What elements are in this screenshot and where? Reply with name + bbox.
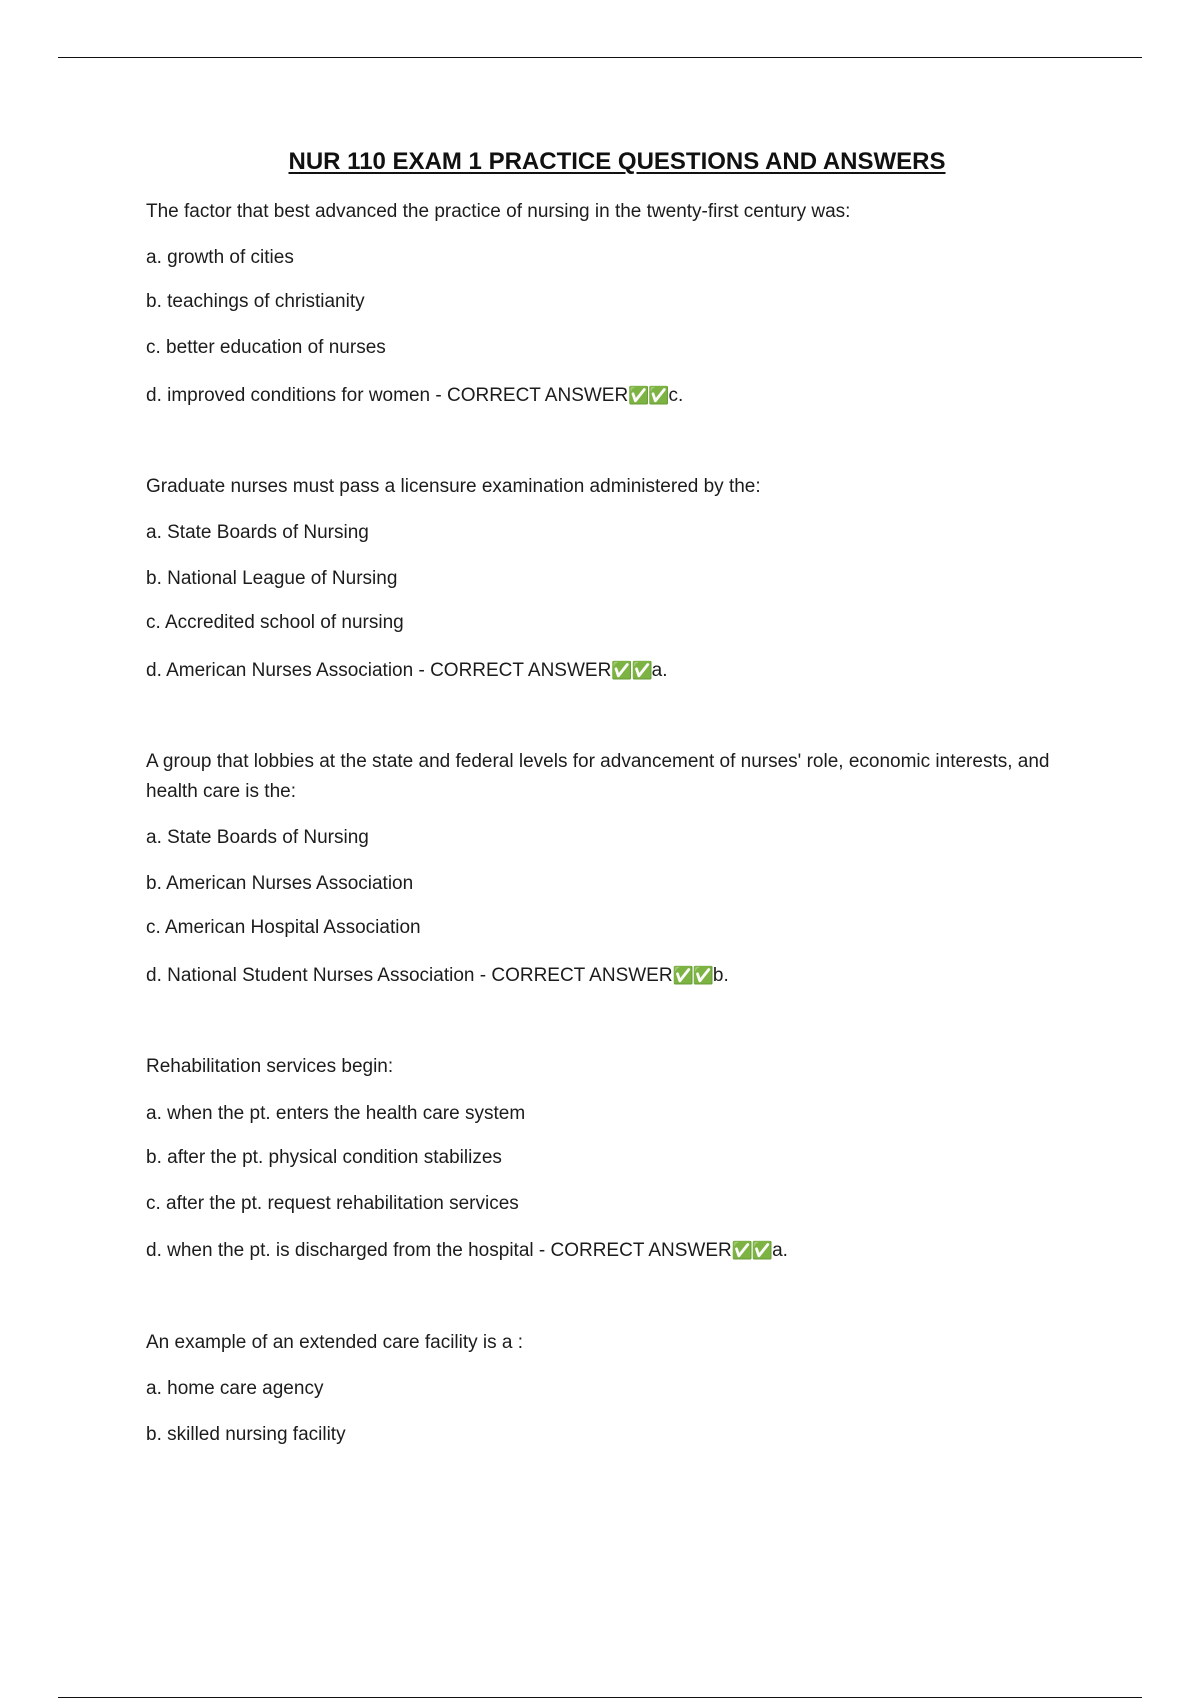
double-check-icon: ✅✅ bbox=[672, 966, 713, 986]
question-2-option-d bbox=[146, 656, 668, 686]
question-1-option-d bbox=[146, 381, 683, 411]
question-1-option-a: a. growth of cities bbox=[146, 247, 294, 268]
question-2-option-a: a. State Boards of Nursing bbox=[146, 522, 369, 543]
correct-answer: a. bbox=[772, 1240, 788, 1261]
option-text: d. National Student Nurses Association - CORRECT ANSWER bbox=[146, 965, 673, 986]
option-text: d. improved conditions for women - CORRECT ANSWER bbox=[146, 385, 629, 406]
top-rule bbox=[58, 57, 1142, 58]
question-5-option-b: b. skilled nursing facility bbox=[146, 1424, 346, 1445]
question-4-option-c: c. after the pt. request rehabilitation services bbox=[146, 1193, 519, 1214]
question-1-option-b: b. teachings of christianity bbox=[146, 291, 365, 312]
question-1-prompt: The factor that best advanced the practice of nursing in the twenty-first century was: bbox=[146, 201, 851, 222]
double-check-icon: ✅✅ bbox=[731, 1241, 773, 1261]
question-3-option-b: b. American Nurses Association bbox=[146, 873, 414, 894]
correct-answer: a. bbox=[651, 660, 668, 681]
question-5-prompt: An example of an extended care facility is a : bbox=[146, 1332, 524, 1353]
document-title: NUR 110 EXAM 1 PRACTICE QUESTIONS AND ANSWERS bbox=[288, 148, 946, 175]
question-2-option-c: c. Accredited school of nursing bbox=[146, 612, 404, 633]
question-1-option-c: c. better education of nurses bbox=[146, 337, 386, 358]
question-4-option-b: b. after the pt. physical condition stabilizes bbox=[146, 1147, 502, 1168]
question-3-prompt: A group that lobbies at the state and federal levels for advancement of nurses' role, economic interests, and health care is the: bbox=[146, 751, 1050, 802]
question-3-option-c: c. American Hospital Association bbox=[146, 917, 421, 938]
question-4-prompt: Rehabilitation services begin: bbox=[146, 1056, 394, 1077]
question-4-option-a: a. when the pt. enters the health care system bbox=[146, 1103, 526, 1124]
option-text: d. American Nurses Association - CORRECT ANSWER bbox=[146, 660, 612, 681]
correct-answer: c. bbox=[668, 385, 684, 406]
correct-answer: b. bbox=[712, 965, 729, 986]
option-text: d. when the pt. is discharged from the hospital - CORRECT ANSWER bbox=[146, 1240, 732, 1261]
question-5-option-a: a. home care agency bbox=[146, 1378, 324, 1399]
bottom-rule bbox=[58, 1697, 1142, 1698]
double-check-icon: ✅✅ bbox=[611, 661, 652, 681]
question-3-option-d bbox=[146, 961, 729, 991]
question-4-option-d bbox=[146, 1236, 788, 1266]
question-2-prompt: Graduate nurses must pass a licensure examination administered by the: bbox=[146, 476, 761, 497]
question-3-option-a: a. State Boards of Nursing bbox=[146, 827, 369, 848]
question-2-option-b: b. National League of Nursing bbox=[146, 568, 398, 589]
double-check-icon: ✅✅ bbox=[628, 386, 669, 406]
